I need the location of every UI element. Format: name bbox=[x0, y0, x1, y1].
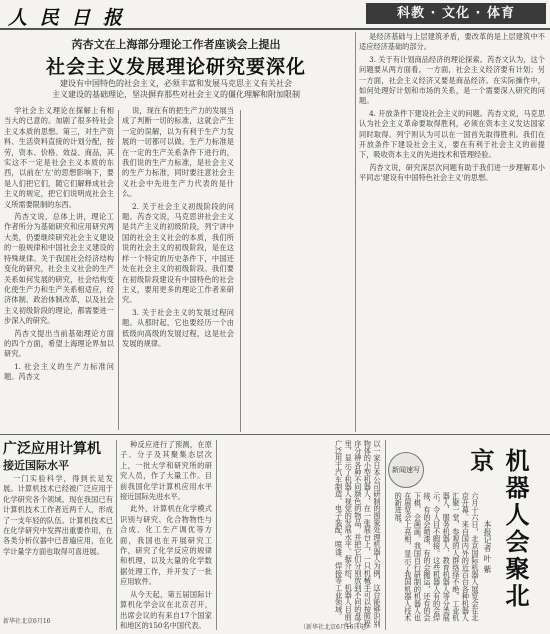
lead-column-3 bbox=[359, 32, 545, 430]
lead-headline: 社会主义发展理论研究要深化 bbox=[45, 56, 306, 78]
lower-mid-paragraph: 从今天起，第五届国际计算机化学会议在北京召开，出席会议的有来自17个国家和地区的150名中国代表。 bbox=[120, 589, 212, 630]
lower-mid-body bbox=[120, 440, 212, 630]
bottom-strip-text: （新华社北京6月16日电） bbox=[300, 624, 372, 631]
news-sketch-badge: 新闻速写 bbox=[388, 452, 424, 488]
lead-col3-paragraph: 3. 关于有计划商品经济的理论探索。芮杏文认为，这个问题要从两方面看。一方面，社会主义经济要有计划；另一方面，社会主义经济又要是商品经济。在实际操作中，如何处理好计划和市场的关系，是一个需要深入研究的问题。 bbox=[359, 54, 545, 106]
lead-subhead-1: 建设有中国特色的社会主义，必须丰富和发展马克思主义有关社会 bbox=[60, 79, 292, 88]
lead-col2-paragraph: 3. 关于社会主义的发展过程问题。从那时起，它也要经历一个由低级向高级的发展过程，这是社会发展的规律。 bbox=[122, 307, 234, 348]
lead-col3-paragraph: 4. 开放条件下建设社会主义的问题。芮杏文说，马克思认为社会主义革命要取得胜利，必须在资本主义发达国家同时取得。列宁则认为可以在一国首先取得胜利。我们在开放条件下建设社会主义，要在有利于社会主义的前提下，吸收资本主义的先进技术和管理经验。 bbox=[359, 108, 545, 160]
lead-col1-paragraph: 学社会主义理论在探解上有相当大的已意的。加剧了很多特社会主义本质的思想。第三，对生产资料、生活资料直接的计划分配，按劳，资本、价格、效益、商品，其实这不一定是社会主义本质的东西，以前在'左'的思想影响下，要是人们把它们，随它们解释成社会主义的规定，把它们说明成社会主义所需要限制的东西。 bbox=[4, 106, 114, 209]
column-divider bbox=[385, 440, 386, 630]
lead-subhead-2: 主义建设的基础理论，坚决摒弃那些对社会主义的僵化理解和附加限制 bbox=[52, 90, 300, 99]
masthead bbox=[0, 0, 550, 30]
lower-left-paragraph: 一门实验科学，得到长足发展。计算机技术已经被广泛应用于化学研究各个领域。现在我国已有计算机技术工作者近两千人，形成了一支年轻的队伍。计算机技术已在化学研究中发挥出重要作用，在各类分析仪器中已普遍应用，在化学计量学方面也取得可喜进展。 bbox=[3, 474, 113, 556]
section-badge: 科教 · 文化 · 体育 bbox=[366, 3, 546, 24]
lower-mid-paragraph: 种反应进行了预测，在原子、分子及其聚集态层次上，一批大学和研究所的研究人员，作了大量工作。目前我国化学计算机应用水平接近国际先进水平。 bbox=[120, 440, 212, 502]
right-feature-byline: 本报记者 叶 紫 bbox=[483, 520, 492, 574]
column-divider bbox=[355, 32, 356, 432]
lead-kicker: 芮杏文在上海部分理论工作者座谈会上提出 bbox=[71, 38, 281, 51]
lower-left-body bbox=[3, 474, 113, 612]
lead-col3-paragraph: 芮杏文说，研究深层次问题有助于我们进一步理解邓小平同志'建设有中国特色社会主义'的思想。 bbox=[359, 162, 545, 183]
right-feature-headline: 机器人会聚北京 bbox=[466, 448, 529, 610]
lead-article bbox=[0, 30, 352, 435]
lead-col1-paragraph: 1. 社会主义的生产力标准问题。芮杏文 bbox=[4, 361, 114, 382]
lead-col1-paragraph: 芮杏文提出当前基础理论方面的四个方面，希望上海理论界加以研究。 bbox=[4, 328, 114, 359]
lead-col2-paragraph: 2. 关于社会主义初级阶段的问题。芮杏文说，马克思讲社会主义是共产主义的初级阶段，列宁讲中国的社会主义社会的本质，我们所说的社会主义的初级阶段，是在这样一个特定的历史条件下，中国还处在社会主义的初级阶段。我们要在初级阶段建设有中国特色的社会主义，要用更多的理论工作者来研究。 bbox=[122, 201, 234, 305]
lower-left-subheadline: 接近国际水平 bbox=[3, 459, 69, 472]
newspaper-title: 人 民 日 报 bbox=[8, 7, 125, 29]
column-divider bbox=[216, 440, 217, 630]
lower-left-dateline: 新华社北京6月16 bbox=[3, 618, 51, 625]
lead-col1-paragraph: 芮杏文说，总体上讲，理论工作者所分为基础研究和应用研究两大类，仍要继续研究社会主义建设的一般规律和中国社会主义建设的特殊规律。关于我国社会经济结构变化的研究，社会主义社会的生产关系如何发展的研究，社会结构变化使生产力和生产关系相适应，经济体制、政治体制改革，以及社会主义初级阶段的理论，都需要进一步深入的研究。 bbox=[4, 212, 114, 326]
mid-strip-body: 以一家日本公司研制的图象处理机器人为例，这台能够识别物体的小型机器人，在一张展台上，一只机械手可以按照程序分辨各种不同颜色的物品，并把它们分别放到不同的盘子里，显示了机器人视觉的发展水平。据介绍，机器人目前已广泛用于汽车制造、电子装配、喷漆、焊接等工业领域。 bbox=[334, 440, 382, 628]
lead-column-2 bbox=[122, 106, 234, 432]
section-divider bbox=[0, 434, 550, 435]
lower-mid-paragraph: 此外，计算机在化学模式识别与研究、化合物物性与合成、化工生产调优等方面，我国也在开展研究工作，研究了化学反应的规律和机理，以及大量的化学数据处理工作，并开发了一批应用软件。 bbox=[120, 504, 212, 587]
column-divider bbox=[240, 110, 241, 432]
column-divider bbox=[116, 440, 117, 630]
lead-column-1 bbox=[4, 106, 114, 432]
right-feature-body: 六月十六日，北京国际机器人展览会在北京开幕。来自国内外的近百台各种机器人汇聚一堂，参观的人群络绎不绝。工业机器人、服务机器人、教育机器人等分类展示，令人目不暇接。这些机器人有的会焊接，有的会喷漆，有的会搬运，还有的会下棋、会画画。我国自行研制的机器人也在展览会上亮相，显示了我国机器人技术的新进展。 bbox=[394, 492, 480, 622]
lead-col2-paragraph: 说，现在有的把生产力的发展当成了判断一切的标准，这就会产生一定的误解，以为有利于生产力发展的一切都可以做。生产力标准是在一定的生产关系条件下进行的，我们说的生产力标准，是社会主义的生产力标准，同时要注意社会主义社会中先进生产力代表的是什么。 bbox=[122, 106, 234, 199]
lead-col3-paragraph: 是经济基础与上层建筑矛盾，要改革的是上层建筑中不适应经济基础的部分。 bbox=[359, 32, 545, 52]
lower-left-headline: 广泛应用计算机 bbox=[3, 441, 101, 457]
column-divider bbox=[118, 110, 119, 430]
